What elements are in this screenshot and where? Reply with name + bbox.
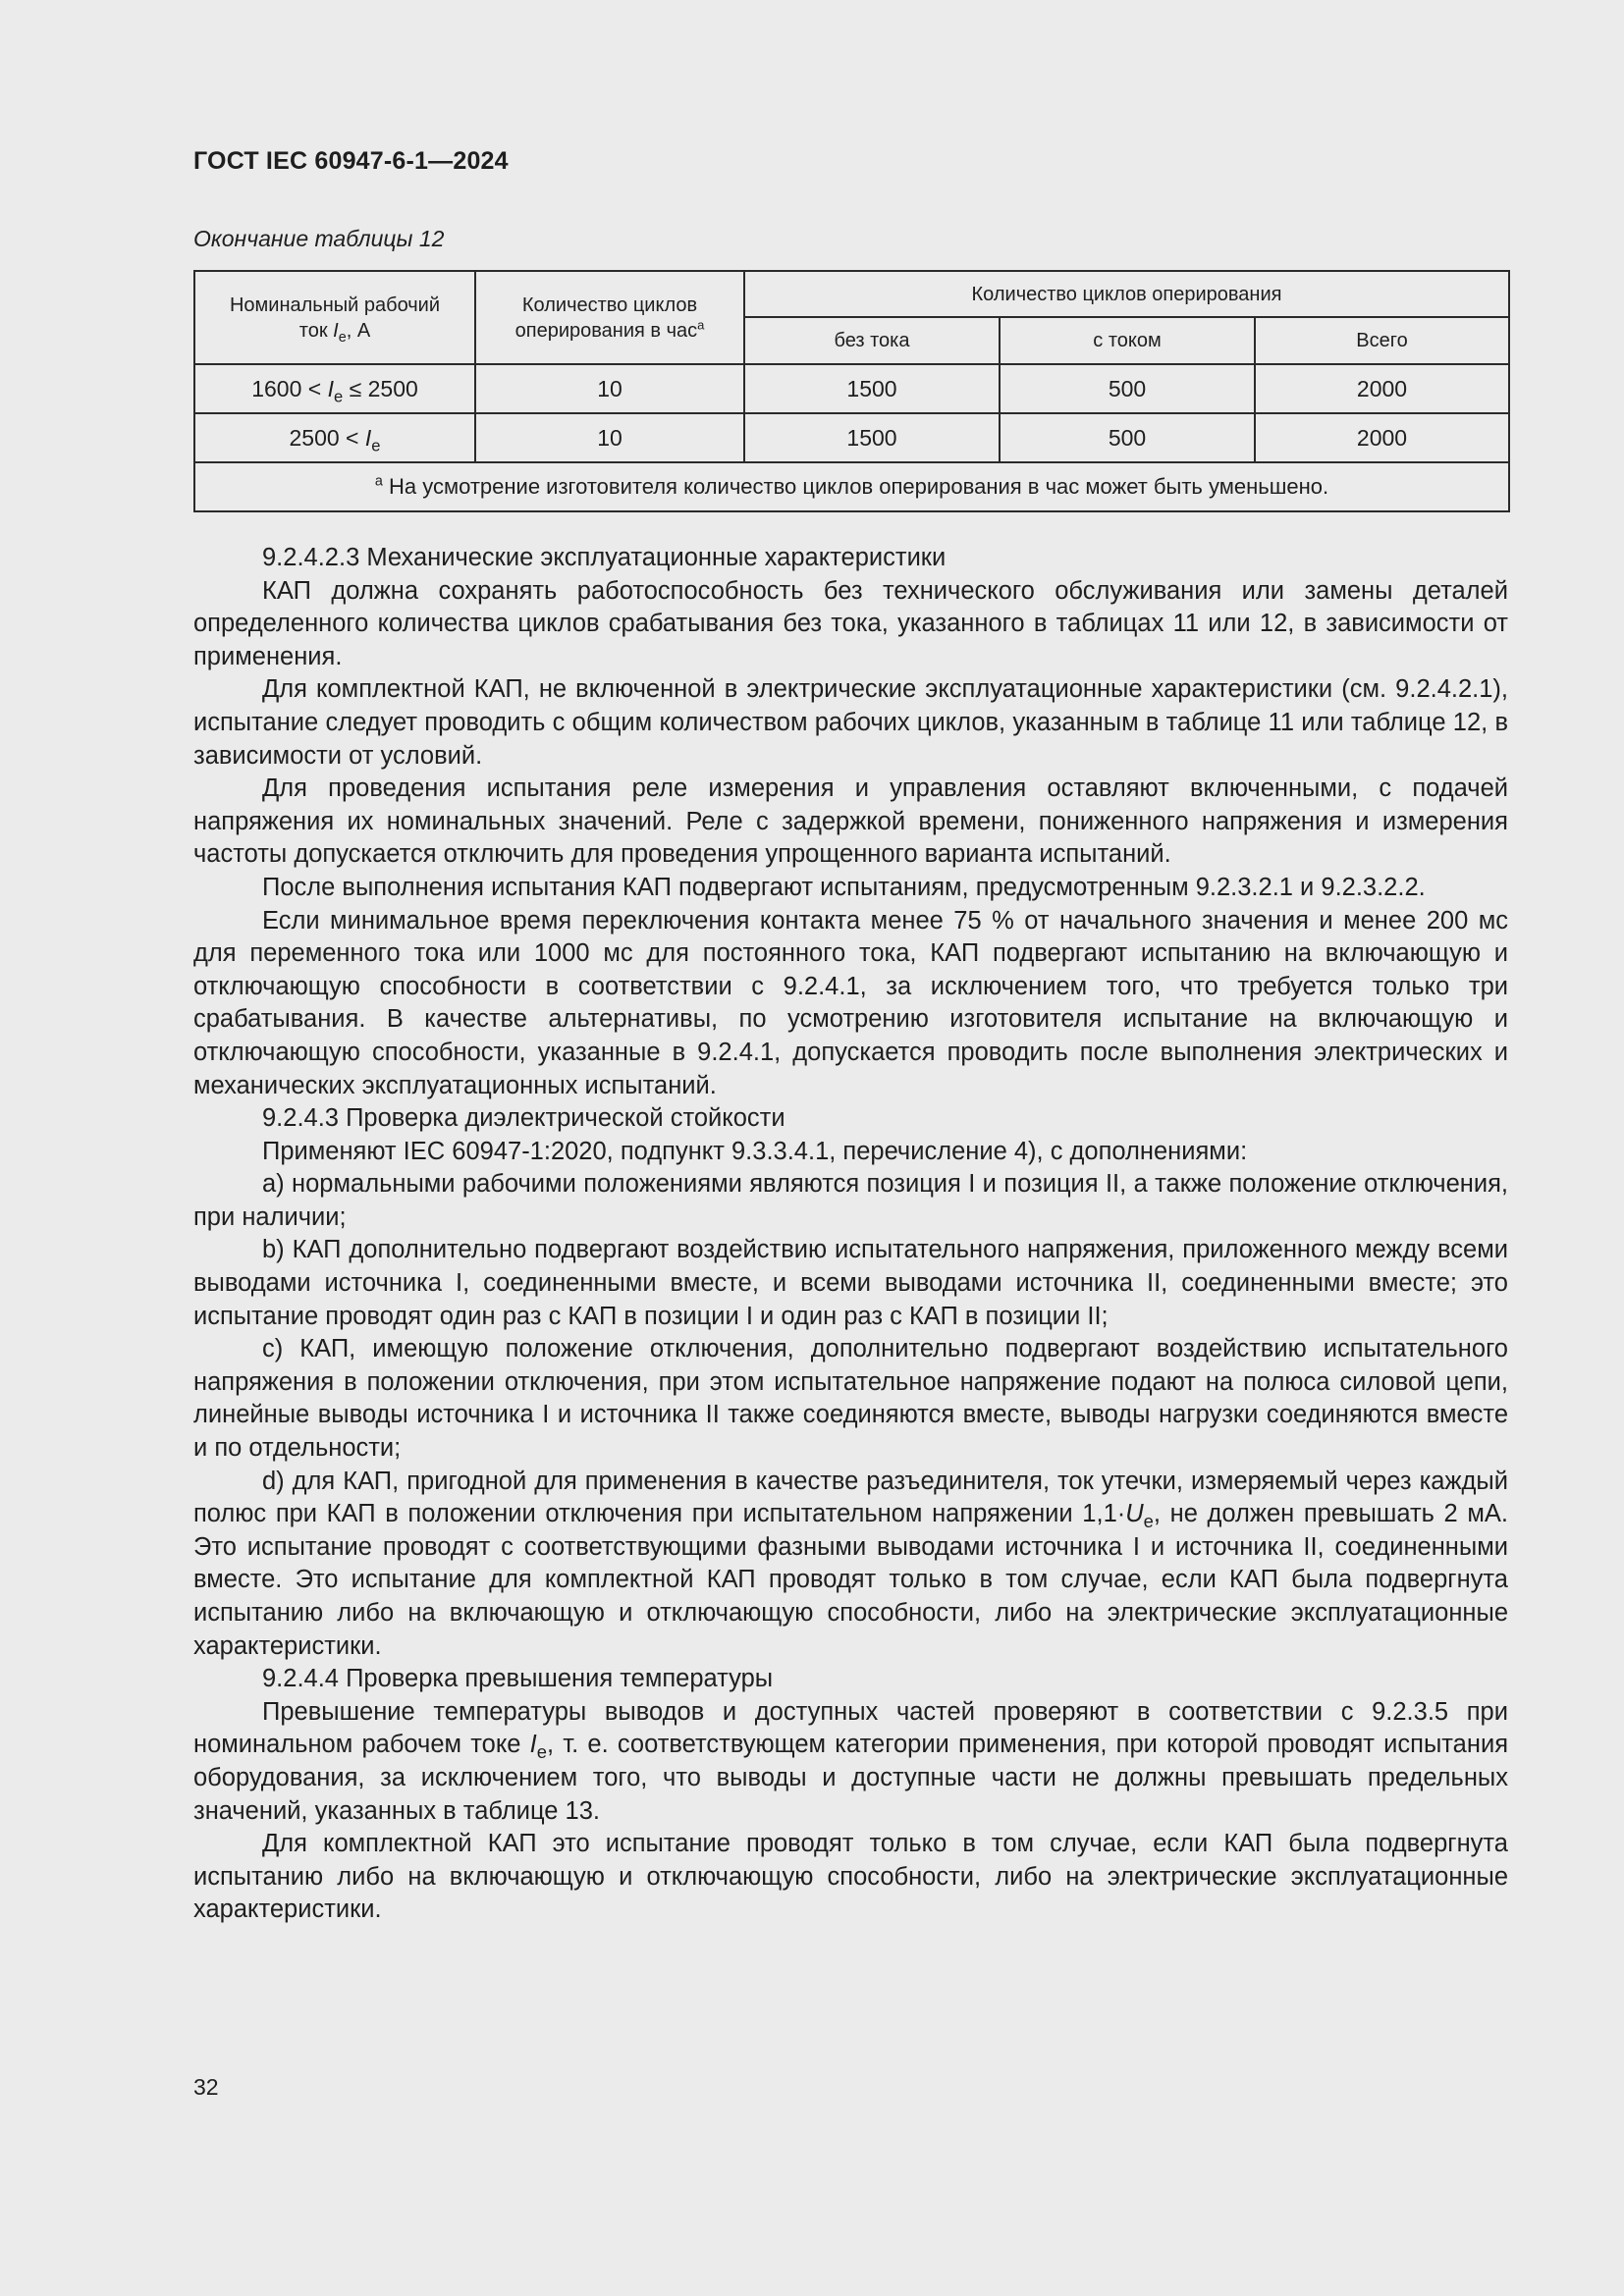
paragraph (193, 1696, 1508, 1828)
header-rated-current-prefix: ток (298, 319, 334, 342)
current-symbol: I (529, 1731, 537, 1759)
paragraph: Если минимальное время переключения контакта менее 75 % от начального значения и менее 200 мс для переменного тока или 1000 мс для постоянного тока, КАП подвергают испытанию на включающую и отключающую способности в соответствии с 9.2.4.1, за исключением того, что требуется только три срабатывания. В качестве альтернативы, по усмотрению изготовителя испытание на включающую и отключающую способности, указанные в 9.2.4.1, допускается проводить после выполнения электрических и механических эксплуатационных испытаний. (193, 906, 1508, 1099)
cell-with-current: 500 (1000, 413, 1255, 462)
footnote-mark: a (374, 473, 383, 490)
header-no-current: без тока (744, 317, 1000, 364)
header-total: Всего (1255, 317, 1509, 364)
page-number: 32 (193, 2074, 219, 2100)
header-cycles-per-hour-line1: Количество циклов (521, 294, 698, 316)
table-caption: Окончание таблицы 12 (193, 226, 445, 251)
current-subscript: e (536, 1741, 547, 1763)
voltage-symbol: U (1125, 1500, 1144, 1528)
current-symbol: I (333, 319, 339, 342)
current-subscript: e (371, 436, 381, 455)
list-item-d-text-end: , не должен превышать 2 мА. Это испытание проводят с соответствующими фазными выводами источника I и источника II, соединенными вместе. Это испытание для комплектной КАП проводят только в том случае, если КАП была подвергнута испытанию либо на включающую и отключающую способности, либо на электрические эксплуатационные характеристики. (193, 1500, 1508, 1660)
current-symbol: I (327, 375, 334, 401)
current-symbol: I (364, 424, 372, 451)
paragraph: Для проведения испытания реле измерения и управления оставляют включенными, с подачей напряжения их номинальных значений. Реле с задержкой времени, пониженного напряжения и измерения частоты допускается отключить для проведения упрощенного варианта испытаний. (193, 774, 1508, 869)
header-operating-cycles: Количество циклов оперирования (744, 271, 1509, 317)
list-item-d-text-start: d) для КАП, пригодной для применения в качестве разъединителя, ток утечки, измеряемый через каждый полюс при КАП в положении отключения при испытательном напряжении 1,1· (193, 1467, 1508, 1528)
range-suffix: ≤ 2500 (343, 375, 418, 401)
document-header: ГОСТ IEC 60947-6-1—2024 (193, 147, 509, 175)
list-item-d (193, 1466, 1508, 1664)
table-row (194, 413, 1509, 462)
paragraph-text-start: Превышение температуры выводов и доступных частей проверяют в соответствии с 9.2.3.5 при номинальном рабочем токе (193, 1697, 1508, 1759)
header-rated-current-unit: , А (346, 319, 371, 342)
footnote-text: На усмотрение изготовителя количество циклов оперирования в час может быть уменьшено. (382, 474, 1329, 499)
table-row (194, 364, 1509, 413)
list-item-b: b) КАП дополнительно подвергают воздействию испытательного напряжения, приложенного между всеми выводами источника I, соединенными вместе, и всеми выводами источника II, соединенными вместе; это испытание проводят один раз с КАП в позиции I и один раз с КАП в позиции II; (193, 1236, 1508, 1330)
header-rated-current (194, 271, 475, 364)
paragraph-text-end: , т. е. соответствующем категории применения, при которой проводят испытания оборудования, за исключением того, что выводы и доступные части не должны превышать предельных значений, указанных в таблице 13. (193, 1731, 1508, 1825)
header-rated-current-line1: Номинальный рабочий (229, 294, 441, 316)
body-text (193, 542, 1508, 1927)
cell-total: 2000 (1255, 364, 1509, 413)
paragraph: Для комплектной КАП, не включенной в электрические эксплуатационные характеристики (см. 9.2.4.2.1), испытание следует проводить с общим количеством рабочих циклов, указанным в таблице 11 или таблице 12, в зависимости от условий. (193, 675, 1508, 770)
section-heading-9-2-4-2-3: 9.2.4.2.3 Механические эксплуатационные характеристики (262, 544, 947, 571)
section-heading-9-2-4-4: 9.2.4.4 Проверка превышения температуры (262, 1665, 774, 1693)
paragraph: КАП должна сохранять работоспособность без технического обслуживания или замены деталей определенного количества циклов срабатывания без тока, указанного в таблицах 11 или 12, в зависимости от применения. (193, 576, 1508, 670)
cell-no-current: 1500 (744, 413, 1000, 462)
range-prefix: 2500 < (289, 424, 365, 451)
footnote-ref: a (697, 316, 705, 332)
header-cycles-per-hour-line2: оперирования в час (514, 319, 698, 342)
paragraph: Применяют IEC 60947-1:2020, подпункт 9.3.3.4.1, перечисление 4), с дополнениями: (262, 1137, 1248, 1165)
list-item-c: c) КАП, имеющую положение отключения, дополнительно подвергают воздействию испытательного напряжения в положении отключения, при этом испытательное напряжение подают на полюса силовой цепи, линейные выводы источника I и источника II также соединяются вместе, выводы нагрузки соединяются вместе и по отдельности; (193, 1335, 1508, 1463)
paragraph: Для комплектной КАП это испытание проводят только в том случае, если КАП была подвергнута испытанию либо на включающую и отключающую способности, либо на электрические эксплуатационные характеристики. (193, 1830, 1508, 1924)
cell-total: 2000 (1255, 413, 1509, 462)
cell-cycles-per-hour: 10 (475, 364, 744, 413)
header-cycles-per-hour (475, 271, 744, 364)
cell-current-range (194, 413, 475, 462)
list-item-a: a) нормальными рабочими положениями являются позиция I и позиция II, а также положение отключения, при наличии; (193, 1170, 1508, 1231)
cell-no-current: 1500 (744, 364, 1000, 413)
cycles-table (193, 270, 1510, 512)
cell-cycles-per-hour: 10 (475, 413, 744, 462)
range-prefix: 1600 < (251, 375, 328, 401)
current-subscript: e (334, 387, 344, 406)
section-heading-9-2-4-3: 9.2.4.3 Проверка диэлектрической стойкости (262, 1104, 785, 1133)
table-footnote (194, 462, 1509, 511)
cell-current-range (194, 364, 475, 413)
paragraph: После выполнения испытания КАП подвергают испытаниям, предусмотренным 9.2.3.2.1 и 9.2.3.2.2. (262, 873, 1426, 901)
current-subscript: e (338, 329, 347, 346)
voltage-subscript: e (1143, 1511, 1154, 1532)
header-with-current: с током (1000, 317, 1255, 364)
cell-with-current: 500 (1000, 364, 1255, 413)
